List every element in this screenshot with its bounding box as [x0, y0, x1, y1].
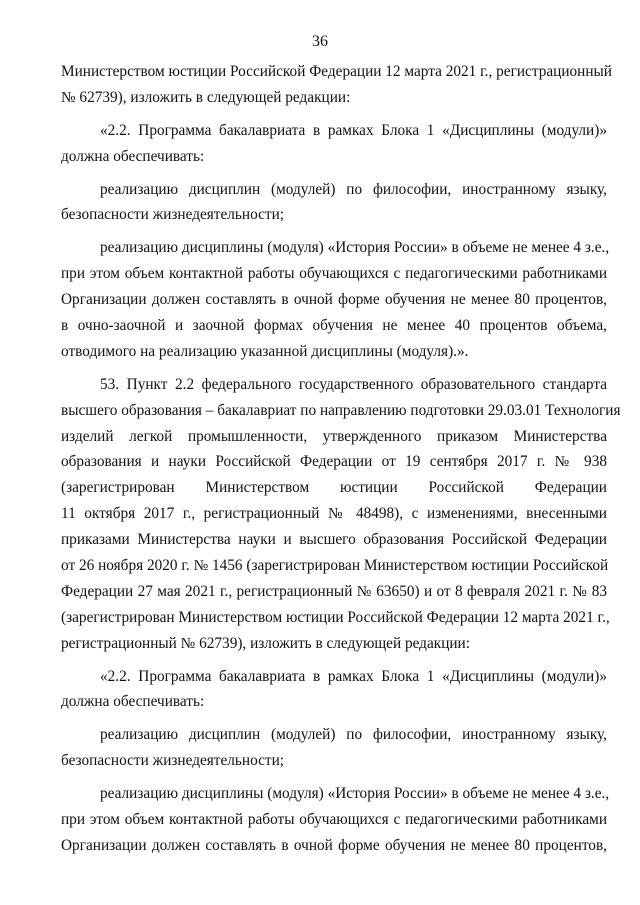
text-line: реализацию дисциплины (модуля) «История России» в объеме не менее 4 з.е., — [100, 239, 610, 257]
text-line: Организации должен составлять в очной форме обучения не менее 80 процентов, — [61, 291, 607, 309]
text-line: при этом объем контактной работы обучающихся с педагогическими работниками — [61, 265, 607, 283]
text-line: должна обеспечивать: — [61, 693, 205, 711]
document-body — [61, 59, 621, 859]
text-line: приказами Министерства науки и высшего образования Российской Федерации — [61, 531, 607, 549]
text-line: (зарегистрирован Министерством юстиции Российской Федерации — [61, 479, 607, 497]
text-line: в очно-заочной и заочной формах обучения не менее 40 процентов объема, — [61, 317, 607, 335]
text-line: № 62739), изложить в следующей редакции: — [61, 88, 351, 106]
text-line: безопасности жизнедеятельности; — [61, 206, 285, 224]
text-line: реализацию дисциплин (модулей) по философии, иностранному языку, — [100, 180, 607, 198]
text-line: при этом объем контактной работы обучающихся с педагогическими работниками — [61, 811, 607, 829]
text-line: реализацию дисциплин (модулей) по философии, иностранному языку, — [100, 726, 607, 744]
text-line: регистрационный № 62739), изложить в следующей редакции: — [61, 634, 470, 652]
text-line: должна обеспечивать: — [61, 147, 205, 165]
text-line: от 26 ноября 2020 г. № 1456 (зарегистрирован Министерством юстиции Российской — [61, 557, 609, 575]
page-number: 36 — [312, 33, 328, 50]
text-line: Министерством юстиции Российской Федерации 12 марта 2021 г., регистрационный — [61, 63, 612, 80]
text-line: Организации должен составлять в очной форме обучения не менее 80 процентов, — [61, 836, 607, 854]
text-line: (зарегистрирован Министерством юстиции Российской Федерации 12 марта 2021 г., — [61, 608, 610, 626]
text-line: Федерации 27 мая 2021 г., регистрационный № 63650) и от 8 февраля 2021 г. № 83 — [61, 582, 607, 600]
text-line: изделий легкой промышленности, утвержденного приказом Министерства — [61, 427, 607, 445]
text-line: отводимого на реализацию указанной дисциплины (модуля).». — [61, 342, 469, 360]
text-line: реализацию дисциплины (модуля) «История России» в объеме не менее 4 з.е., — [100, 785, 610, 803]
text-line: «2.2. Программа бакалавриата в рамках Блока 1 «Дисциплины (модули)» — [100, 667, 607, 685]
text-line: безопасности жизнедеятельности; — [61, 752, 285, 770]
text-line: 11 октября 2017 г., регистрационный № 48498), с изменениями, внесенными — [61, 505, 607, 523]
text-line: 53. Пункт 2.2 федерального государственного образовательного стандарта — [100, 375, 607, 393]
text-line: образования и науки Российской Федерации от 19 сентября 2017 г. № 938 — [61, 453, 607, 471]
text-line: высшего образования – бакалавриат по направлению подготовки 29.03.01 Технология — [61, 401, 621, 419]
text-line: «2.2. Программа бакалавриата в рамках Блока 1 «Дисциплины (модули)» — [100, 121, 607, 139]
